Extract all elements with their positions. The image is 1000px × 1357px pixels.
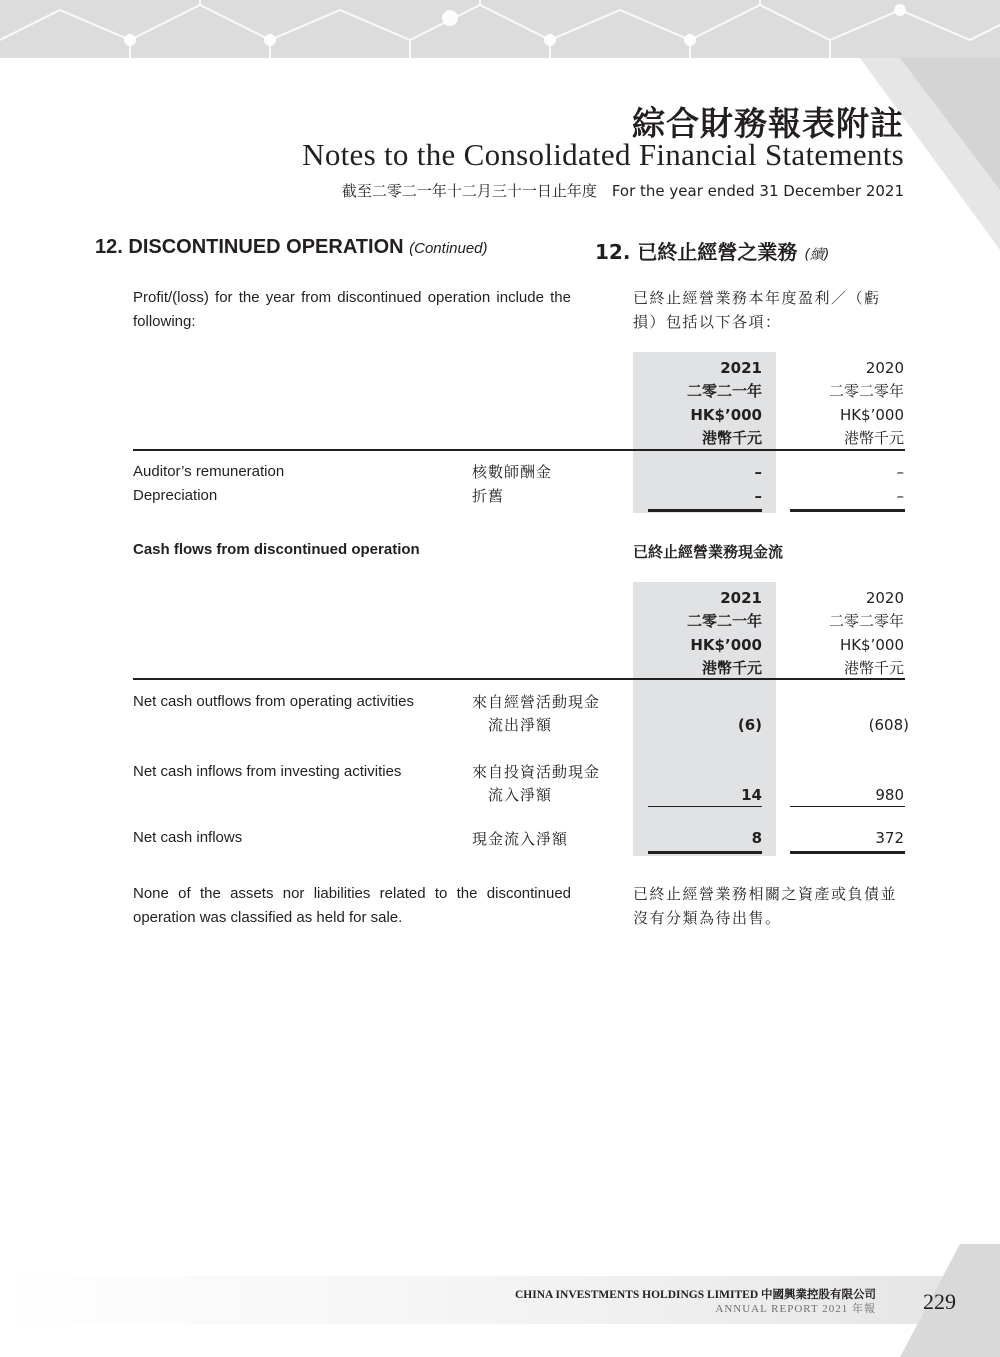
row-label-en: Depreciation (133, 487, 218, 504)
total-underline-2020 (790, 509, 905, 512)
subtotal-underline-2020 (790, 806, 905, 807)
table1-header-2020: 2020 二零二零年 HK$’000 港幣千元 (828, 359, 904, 447)
row-value-2021: 8 (751, 829, 762, 847)
row-value-2020: – (896, 463, 904, 481)
hexagon-pattern (0, 0, 1000, 58)
row-value-2021: (6) (737, 716, 762, 734)
row-label-zh: 折舊 (472, 487, 505, 505)
section-title-zh: 已終止經營之業務 (637, 240, 798, 264)
table2-header-2021: 2021 二零二一年 HK$’000 港幣千元 (686, 589, 762, 677)
row-label-en: Auditor’s remuneration (133, 463, 285, 480)
page-title-zh: 綜合財務報表附註 (632, 104, 904, 143)
table2-header-2020: 2020 二零二零年 HK$’000 港幣千元 (828, 589, 904, 677)
table2-header-rule (133, 678, 905, 680)
section-number: 12. (95, 236, 123, 258)
page-title-en: Notes to the Consolidated Financial Statements (302, 137, 904, 172)
total-underline-2021 (648, 851, 762, 854)
closing-paragraph-en: None of the assets nor liabilities related to the discontinued operation was classified as held for sale. (133, 885, 571, 926)
footer-company: CHINA INVESTMENTS HOLDINGS LIMITED 中國興業控股有限公司 (514, 1289, 876, 1301)
intro-paragraph-en: Profit/(loss) for the year from discontinued operation include the following: (133, 289, 571, 330)
row-label-zh: 現金流入淨額 (472, 830, 569, 848)
cashflow-heading-zh: 已終止經營業務現金流 (633, 543, 784, 561)
section-continued-en: (Continued) (409, 240, 488, 257)
row-value-2020: 372 (875, 829, 904, 847)
row-value-2020: 980 (875, 786, 904, 804)
cashflow-heading-en: Cash flows from discontinued operation (133, 541, 420, 558)
footer-report: ANNUAL REPORT 2021 年報 (715, 1303, 876, 1315)
row-label-zh: 來自投資活動現金 流入淨額 (472, 763, 601, 805)
total-underline-2021 (648, 509, 762, 512)
section-number-zh: 12. (595, 240, 631, 264)
header-pattern-band (0, 0, 1000, 58)
row-value-2021: – (754, 463, 762, 481)
reporting-period: 截至二零二一年十二月三十一日止年度 For the year ended 31 December 2021 (341, 182, 904, 200)
row-label-zh: 核數師酬金 (472, 463, 553, 481)
row-label-en: Net cash inflows (133, 829, 243, 846)
page-number: 229 (923, 1289, 956, 1314)
total-underline-2020 (790, 851, 905, 854)
section-heading-en (95, 236, 488, 259)
closing-paragraph-zh: 已終止經營業務相關之資產或負債並沒有分類為待出售。 (633, 885, 898, 927)
row-label-en: Net cash outflows from operating activities (133, 693, 414, 710)
row-value-2021: – (754, 487, 762, 505)
table1-header-rule (133, 449, 905, 451)
row-label-en: Net cash inflows from investing activities (133, 763, 402, 780)
section-heading-zh (595, 236, 829, 265)
row-value-2020: (608) (868, 716, 909, 734)
table1-header-2021: 2021 二零二一年 HK$’000 港幣千元 (686, 359, 762, 447)
row-value-2021: 14 (741, 786, 762, 804)
row-label-zh: 來自經營活動現金 流出淨額 (472, 693, 601, 735)
row-value-2020: – (896, 487, 904, 505)
subtotal-underline-2021 (648, 806, 762, 807)
section-continued-zh: (續) (804, 247, 830, 263)
section-title-en: DISCONTINUED OPERATION (128, 236, 404, 258)
intro-paragraph-zh: 已終止經營業務本年度盈利／（虧損）包括以下各項： (633, 289, 881, 331)
